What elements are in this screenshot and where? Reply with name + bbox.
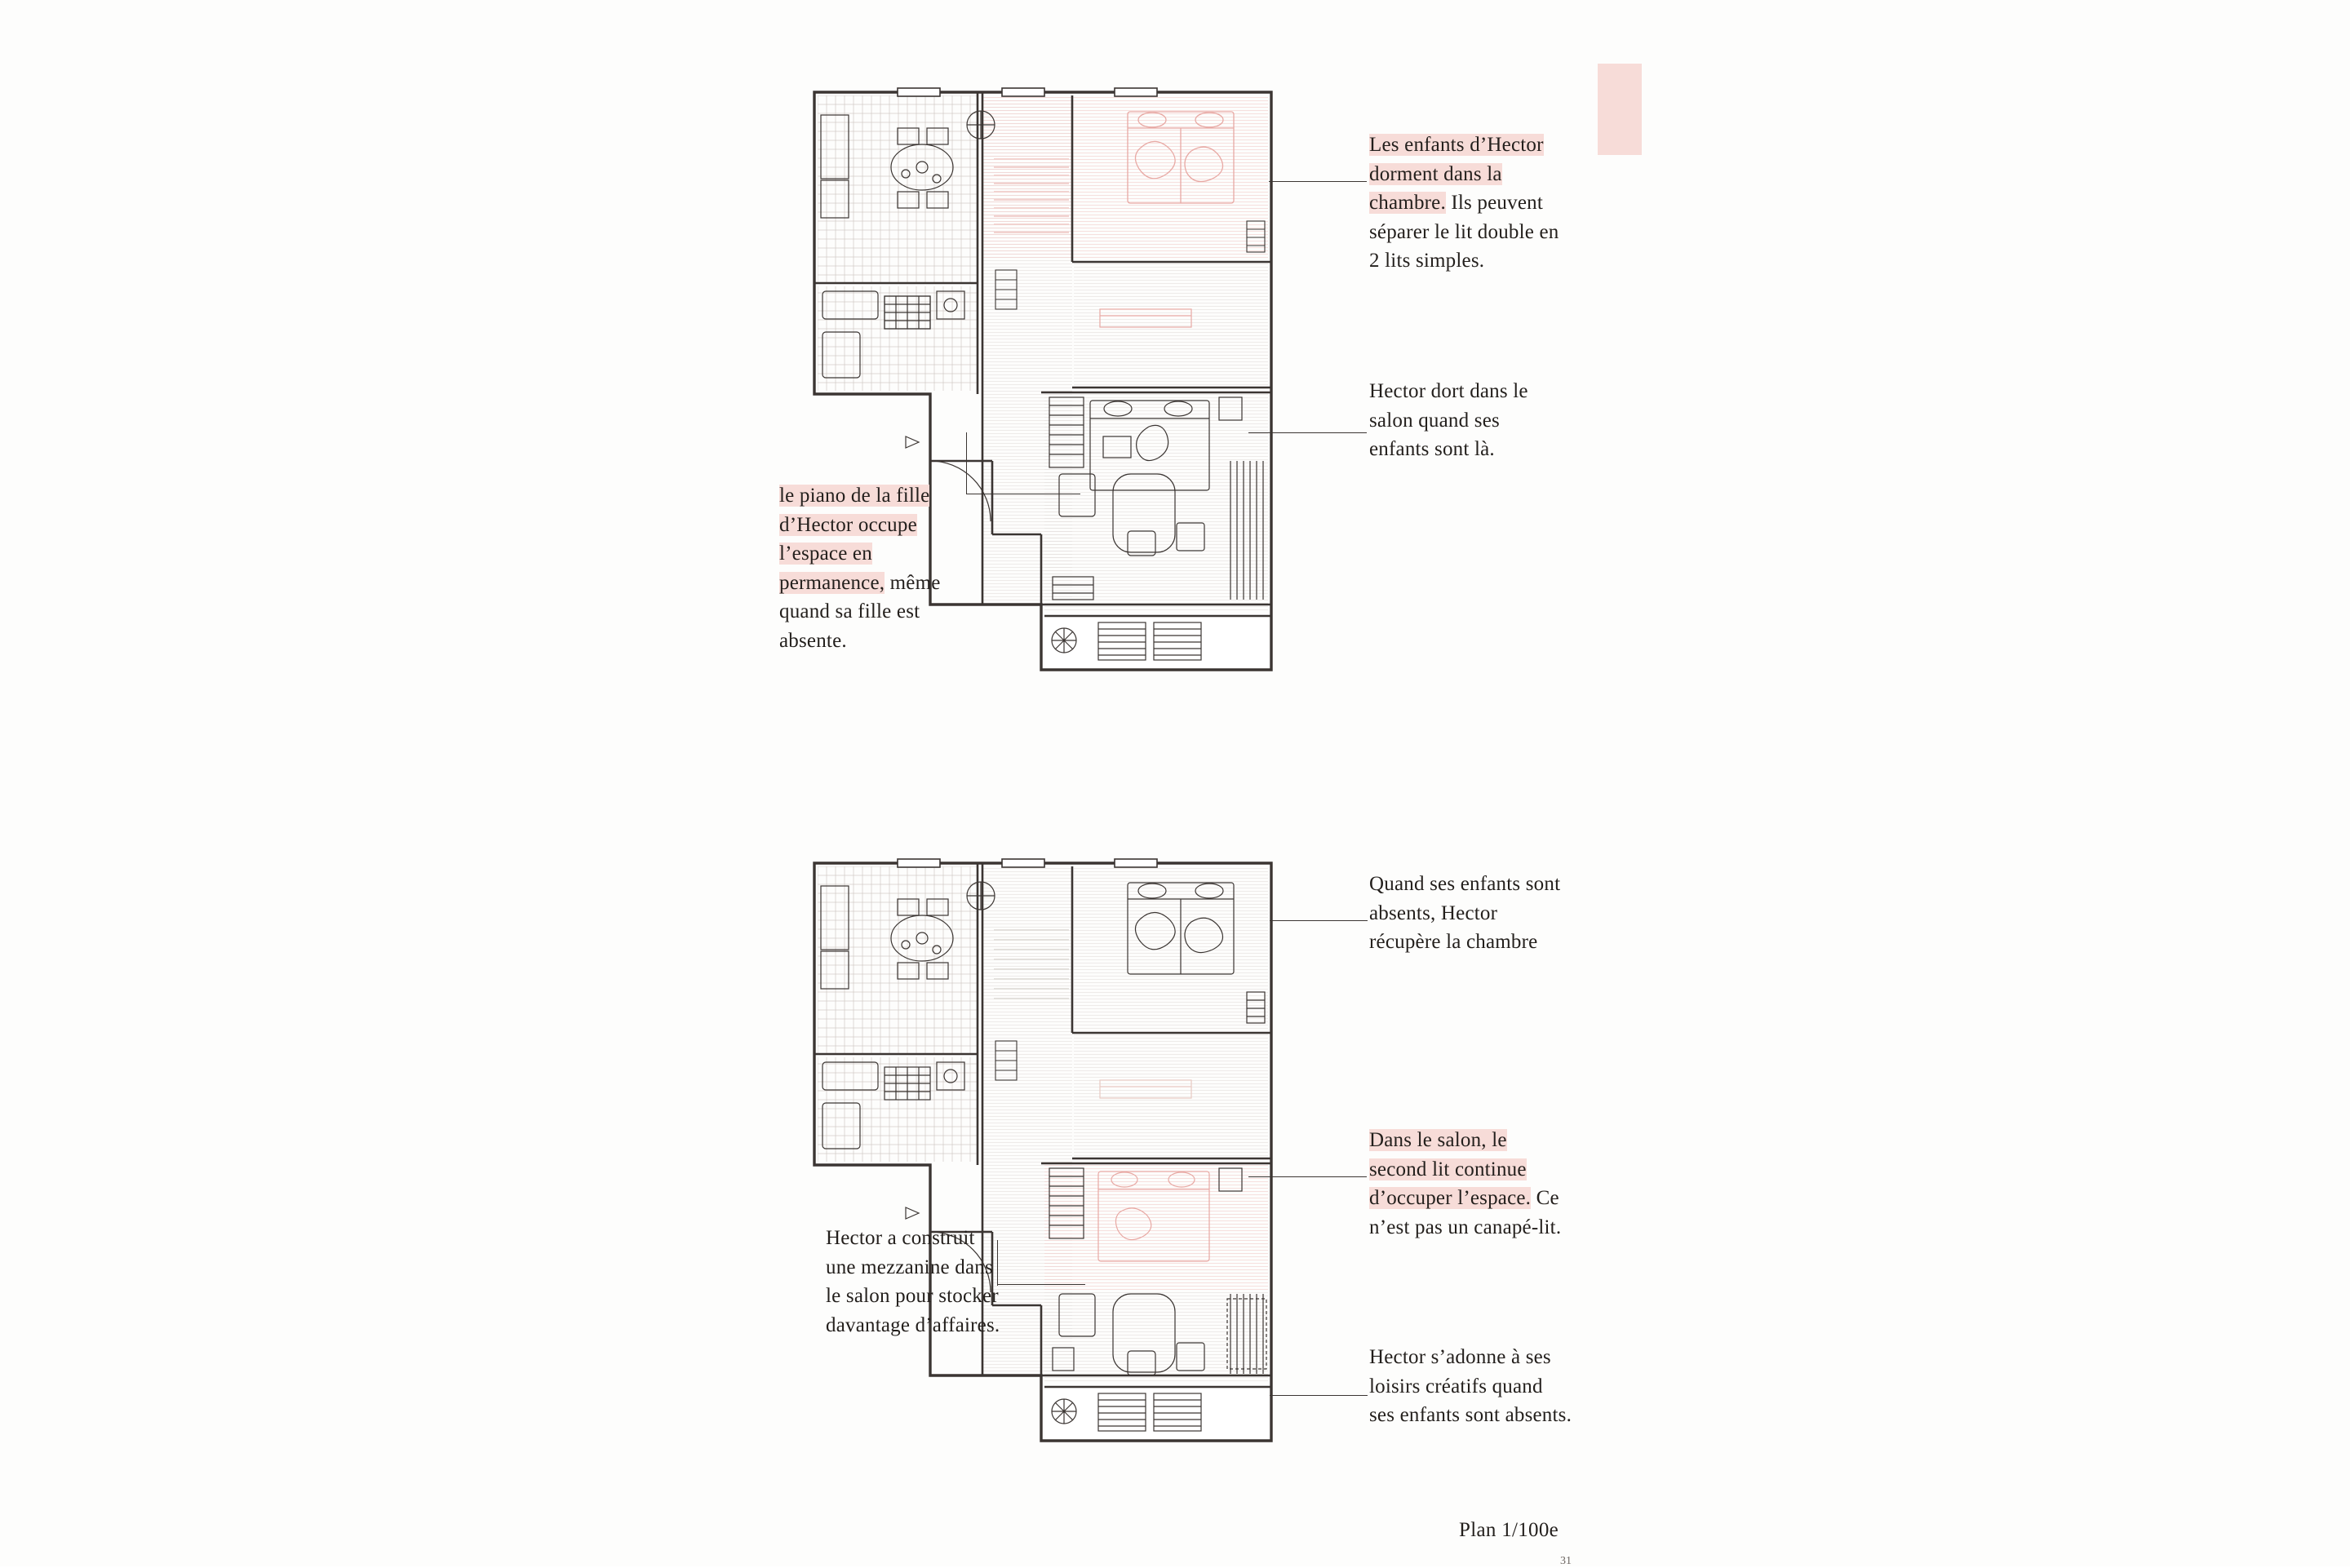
note-children-bedroom [1369, 131, 1572, 276]
leader-line-mezzanine [997, 1284, 1085, 1285]
note-children-bedroom-highlight: Les enfants d’Hector dorment dans la chambre. [1369, 134, 1544, 214]
leader-line-second-bed [1248, 1176, 1367, 1177]
leader-line-recovers-bedroom [1270, 920, 1368, 921]
leader-line-hobbies [1270, 1395, 1368, 1396]
scale-label: Plan 1/100e [1459, 1519, 1559, 1541]
note-mezzanine-text: Hector a construit une mezzanine dans le salon pour stocker davantage d’affaires. [826, 1227, 1000, 1336]
leader-line-piano-vertical [966, 432, 967, 494]
note-hobbies [1369, 1343, 1573, 1430]
note-mezzanine [826, 1224, 1002, 1340]
note-second-bed [1369, 1126, 1565, 1242]
note-recovers-bedroom [1369, 870, 1572, 957]
leader-line-hector-living [1248, 432, 1367, 433]
floor-plan-bottom [800, 848, 1306, 1526]
note-hector-living-text: Hector dort dans le salon quand ses enfants sont là. [1369, 380, 1528, 460]
note-children-bedroom-rest: Ils peuvent séparer le lit double en 2 lits simples. [1369, 192, 1559, 272]
note-second-bed-rest: Ce n’est pas un canapé-lit. [1369, 1187, 1562, 1238]
note-piano-highlight: le piano de la fille d’Hector occupe l’espace en permanence, [779, 485, 930, 594]
note-second-bed-highlight: Dans le salon, le second lit continue d’occuper l’espace. [1369, 1129, 1532, 1209]
note-piano [779, 481, 952, 655]
note-hobbies-text: Hector s’adonne à ses loisirs créatifs quand ses enfants sont absents. [1369, 1346, 1572, 1426]
leader-line-children-bedroom [1269, 181, 1367, 182]
note-piano-rest: même quand sa fille est absente. [779, 571, 941, 652]
color-swatch [1598, 64, 1642, 155]
note-recovers-bedroom-text: Quand ses enfants sont absents, Hector récupère la chambre [1369, 873, 1561, 953]
page-number: 31 [1560, 1555, 1572, 1567]
note-hector-living [1369, 377, 1550, 464]
